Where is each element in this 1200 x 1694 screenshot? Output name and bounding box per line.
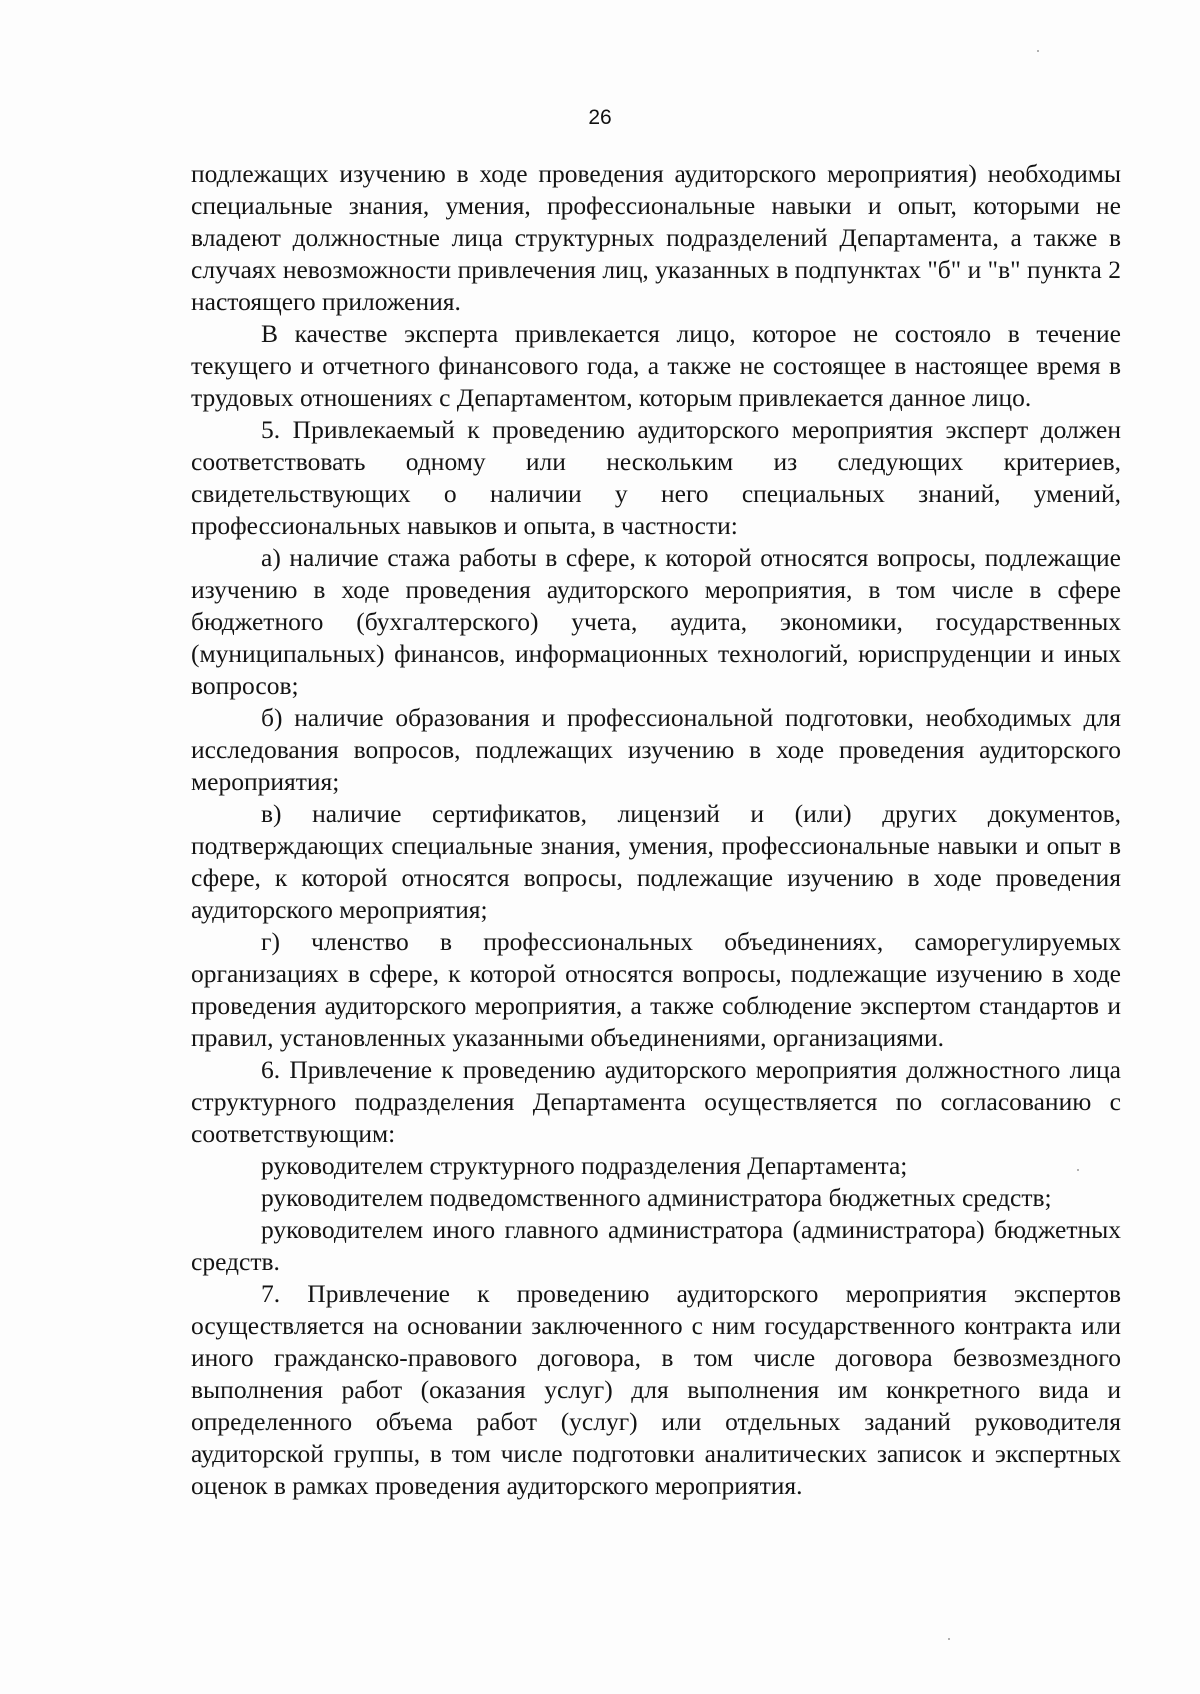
paragraph-item-5g: г) членство в профессиональных объединениях, саморегулируемых организациях в сфере, к которой относятся вопросы, подлежащие изучению в ходе проведения аудиторского мероприятия, а также соблюдение экспертом стандартов и правил, установленных указанными объединениями, организациями. <box>191 927 1121 1052</box>
paragraph-item-5a: а) наличие стажа работы в сфере, к которой относятся вопросы, подлежащие изучению в ходе проведения аудиторского мероприятия, в том числе в сфере бюджетного (бухгалтерского) учета, аудита, экономики, государственных (муниципальных) финансов, информационных технологий, юриспруденции и иных вопросов; <box>191 543 1121 700</box>
page-number: 26 <box>588 106 612 129</box>
scan-speck <box>948 1638 950 1640</box>
paragraph-item-6: 6. Привлечение к проведению аудиторского мероприятия должностного лица структурного подразделения Департамента осуществляется по согласованию с соответствующим: <box>191 1055 1121 1148</box>
document-body <box>191 158 1121 1502</box>
paragraph-continuation: подлежащих изучению в ходе проведения аудиторского мероприятия) необходимы специальные знания, умения, профессиональные навыки и опыт, которыми не владеют должностные лица структурных подразделений Департамента, а также в случаях невозможности привлечения лиц, указанных в подпунктах "б" и "в" пункта 2 настоящего приложения. <box>191 159 1121 316</box>
paragraph-item-6-line-1: руководителем структурного подразделения Департамента; <box>261 1151 908 1180</box>
scan-speck <box>1037 50 1039 52</box>
paragraph-item-7: 7. Привлечение к проведению аудиторского мероприятия экспертов осуществляется на основании заключенного с ним государственного контракта или иного гражданско-правового договора, в том числе договора безвозмездного выполнения работ (оказания услуг) для выполнения им конкретного вида и определенного объема работ (услуг) или отдельных заданий руководителя аудиторской группы, в том числе подготовки аналитических записок и экспертных оценок в рамках проведения аудиторского мероприятия. <box>191 1279 1121 1500</box>
paragraph-item-5v: в) наличие сертификатов, лицензий и (или) других документов, подтверждающих специальные знания, умения, профессиональные навыки и опыт в сфере, к которой относятся вопросы, подлежащие изучению в ходе проведения аудиторского мероприятия; <box>191 799 1121 924</box>
paragraph-item-6-line-2: руководителем подведомственного администратора бюджетных средств; <box>261 1183 1052 1212</box>
scan-speck <box>1077 1169 1079 1171</box>
paragraph-expert-eligibility: В качестве эксперта привлекается лицо, которое не состояло в течение текущего и отчетного финансового года, а также не состоящее в настоящее время в трудовых отношениях с Департаментом, которым привлекается данное лицо. <box>191 319 1121 412</box>
paragraph-item-5: 5. Привлекаемый к проведению аудиторского мероприятия эксперт должен соответствовать одному или нескольким из следующих критериев, свидетельствующих о наличии у него специальных знаний, умений, профессиональных навыков и опыта, в частности: <box>191 415 1121 540</box>
paragraph-item-6-line-3: руководителем иного главного администратора (администратора) бюджетных средств. <box>191 1215 1121 1276</box>
paragraph-item-5b: б) наличие образования и профессиональной подготовки, необходимых для исследования вопросов, подлежащих изучению в ходе проведения аудиторского мероприятия; <box>191 703 1121 796</box>
